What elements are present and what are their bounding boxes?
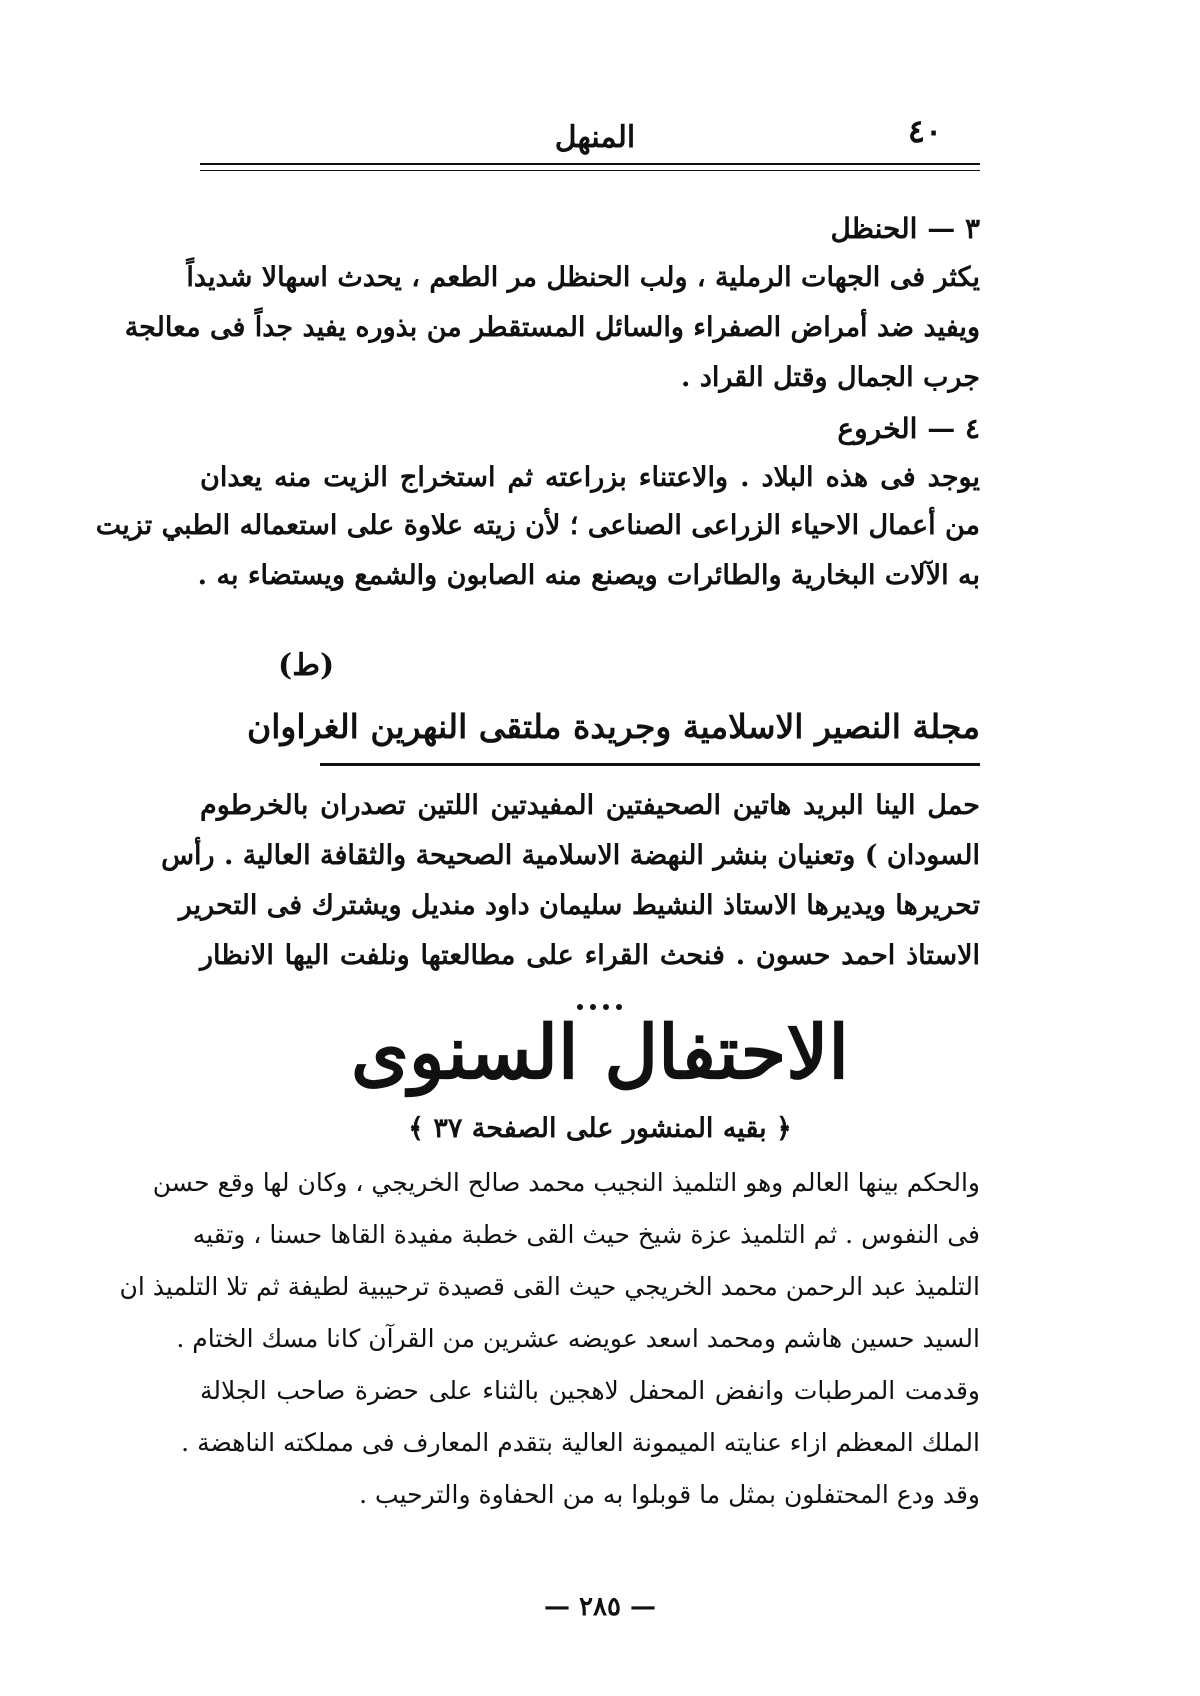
article-line: وقدمت المرطبات وانفض المحفل لاهجين بالثناء على حضرة صاحب الجلالة: [200, 1376, 980, 1405]
article-subtitle: ﴿ بقيه المنشور على الصفحة ٣٧ ﴾: [408, 1113, 792, 1144]
paragraph-line: به الآلات البخارية والطائرات ويصنع منه الصابون والشمع ويستضاء به .: [197, 560, 980, 591]
paragraph-line: جرب الجمال وقتل القراد .: [681, 362, 980, 393]
header-rule-thin: [200, 170, 980, 171]
journal-name: المنهل: [554, 120, 636, 155]
notice-title-underline: [320, 763, 980, 766]
article-line: والحكم بينها العالم وهو التلميذ النجيب محمد صالح الخريجي ، وكان لها وقع حسن: [152, 1168, 980, 1197]
header-rule: [200, 163, 980, 165]
section-heading-castor: ٤ — الخروع: [837, 412, 980, 445]
notice-line: حمل الينا البريد هاتين الصحيفتين المفيدتين اللتين تصدران بالخرطوم: [200, 790, 980, 821]
article-line: السيد حسين هاشم ومحمد اسعد عويضه عشرين من القرآن كانا مسك الختام .: [176, 1324, 980, 1353]
article-line: وقد ودع المحتفلون بمثل ما قوبلوا به من الحفاوة والترحيب .: [359, 1480, 980, 1509]
article-title: الاحتفال السنوى: [351, 1010, 849, 1096]
paragraph-line: يكثر فى الجهات الرملية ، ولب الحنظل مر الطعم ، يحدث اسهالا شديداً: [186, 262, 980, 293]
paragraph-line: يوجد فى هذه البلاد . والاعتناء بزراعته ثم استخراج الزيت منه يعدان: [200, 462, 980, 493]
notice-line: تحريرها ويديرها الاستاذ النشيط سليمان داود منديل ويشترك فى التحرير: [178, 890, 980, 921]
notice-line: السودان ) وتعنيان بنشر النهضة الاسلامية الصحيحة والثقافة العالية . رأس: [161, 840, 980, 871]
notice-line: الاستاذ احمد حسون . فنحث القراء على مطالعتها ونلفت اليها الانظار: [200, 940, 980, 971]
article-line: فى النفوس . ثم التلميذ عزة شيخ حيث القى خطبة مفيدة القاها حسنا ، وتقيه: [192, 1220, 980, 1249]
footer-page-marker: — ٢٨٥ —: [543, 1592, 657, 1622]
section-heading-colocynth: ٣ — الحنظل: [830, 212, 980, 245]
article-line: الملك المعظم ازاء عنايته الميمونة العالية بتقدم المعارف فى مملكته الناهضة .: [181, 1428, 980, 1457]
author-signature: (ط): [278, 648, 335, 683]
paragraph-line: ويفيد ضد أمراض الصفراء والسائل المستقطر من بذوره يفيد جداً فى معالجة: [124, 312, 980, 343]
notice-title: مجلة النصير الاسلامية وجريدة ملتقى النهرين الغراوان: [246, 707, 980, 746]
page-number: ٤٠: [907, 112, 943, 150]
paragraph-line: من أعمال الاحياء الزراعى الصناعى ؛ لأن زيته علاوة على استعماله الطبي تزيت: [95, 510, 980, 541]
article-line: التلميذ عبد الرحمن محمد الخريجي حيث القى قصيدة ترحيبية لطيفة ثم تلا التلميذ ان: [119, 1272, 980, 1301]
